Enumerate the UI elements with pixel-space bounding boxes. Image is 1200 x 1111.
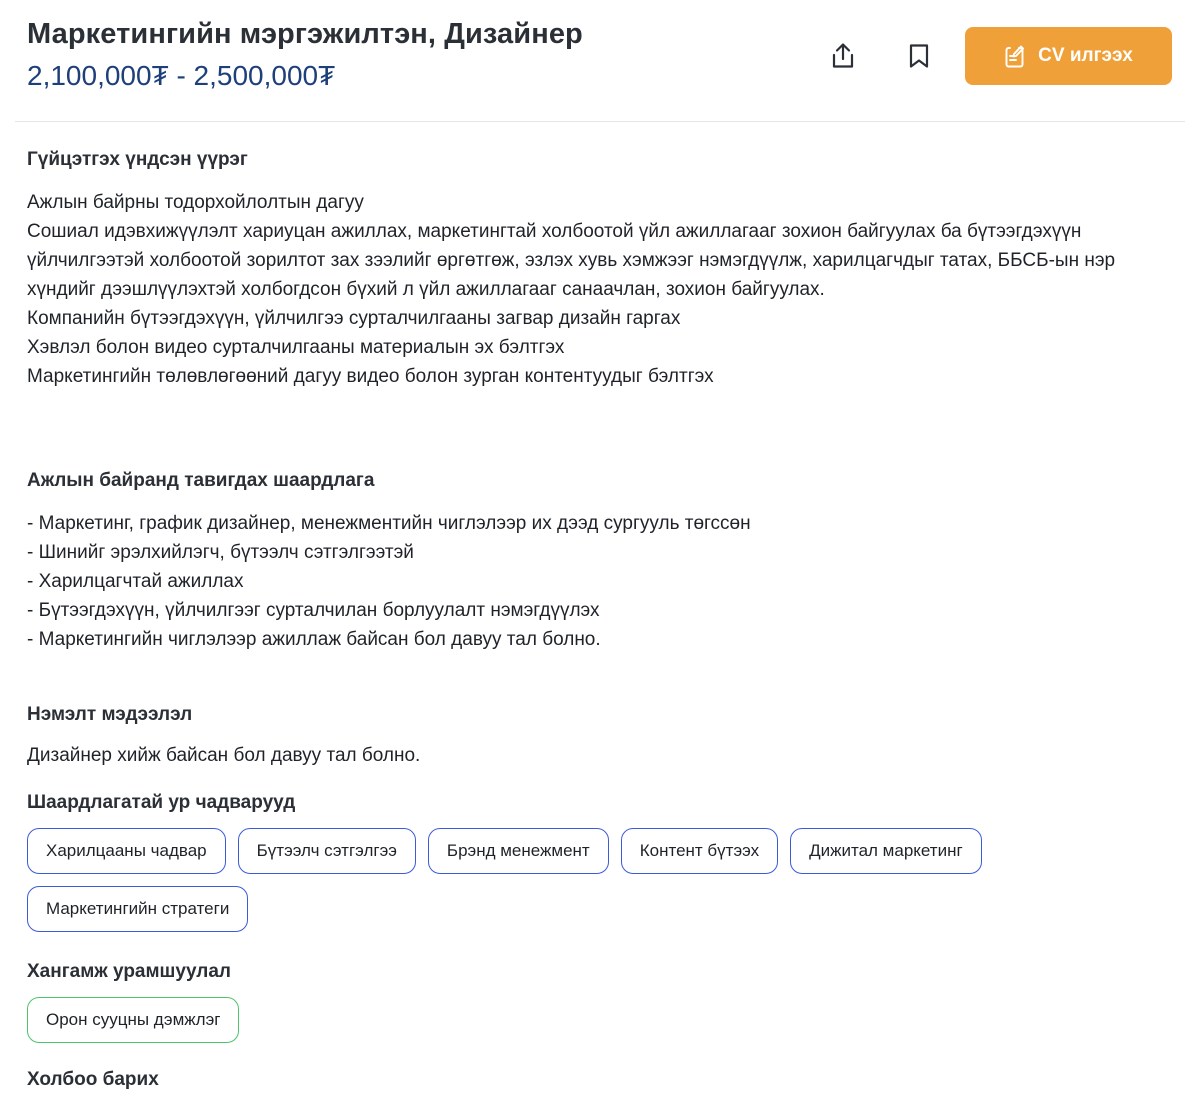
share-icon bbox=[830, 42, 856, 70]
additional-info-heading: Нэмэлт мэдээлэл bbox=[27, 704, 193, 725]
share-button[interactable] bbox=[823, 36, 863, 76]
job-title: Маркетингийн мэргэжилтэн, Дизайнер bbox=[27, 18, 583, 50]
duty-line: Ажлын байрны тодорхойлолтын дагуу bbox=[27, 192, 364, 213]
duties-heading: Гүйцэтгэх үндсэн үүрэг bbox=[27, 149, 248, 170]
skill-tag[interactable]: Брэнд менежмент bbox=[428, 828, 609, 874]
requirement-item: - Бүтээгдэхүүн, үйлчилгээг сурталчилан борлуулалт нэмэгдүүлэх bbox=[27, 600, 600, 621]
header-divider bbox=[15, 121, 1185, 122]
benefits-tags bbox=[27, 997, 1177, 1055]
send-cv-button[interactable] bbox=[965, 27, 1172, 85]
skill-tag[interactable]: Бүтээлч сэтгэлгээ bbox=[238, 828, 416, 874]
duty-line: Хэвлэл болон видео сурталчилгааны материалын эх бэлтгэх bbox=[27, 337, 565, 358]
requirement-item: - Маркетингийн чиглэлээр ажиллаж байсан бол давуу тал болно. bbox=[27, 629, 601, 650]
contact-heading: Холбоо барих bbox=[27, 1069, 159, 1090]
skill-tag[interactable]: Дижитал маркетинг bbox=[790, 828, 982, 874]
duty-line: Сошиал идэвхижүүлэлт хариуцан ажиллах, маркетингтай холбоотой үйл ажиллагааг зохион байгуулах ба бүтээгдэхүүн үйлчилгээтэй холбоотой зорилтот зах зээлийг өргөтгөж, эзлэх хувь хэмжээг нэмэгдүүлж, харилцагчдыг татах, ББСБ-ын нэр хүндийг дээшлүүлэхтэй холбогдсон бүхий л үйл ажиллагааг санаачлан, зохион байгуулах. bbox=[27, 221, 1116, 300]
requirement-item: - Шинийг эрэлхийлэгч, бүтээлч сэтгэлгээтэй bbox=[27, 542, 414, 563]
job-header bbox=[0, 0, 1200, 122]
requirement-item: - Маркетинг, график дизайнер, менежментийн чиглэлээр их дээд сургууль төгссөн bbox=[27, 513, 751, 534]
duties-text bbox=[27, 188, 1177, 391]
requirement-item: - Харилцагчтай ажиллах bbox=[27, 571, 244, 592]
skill-tag[interactable]: Контент бүтээх bbox=[621, 828, 778, 874]
additional-info-text: Дизайнер хийж байсан бол давуу тал болно. bbox=[27, 745, 421, 766]
bookmark-icon bbox=[908, 43, 930, 69]
skills-tags bbox=[27, 828, 1177, 944]
skill-tag[interactable]: Харилцааны чадвар bbox=[27, 828, 226, 874]
duty-line: Компанийн бүтээгдэхүүн, үйлчилгээ сурталчилгааны загвар дизайн гаргах bbox=[27, 308, 681, 329]
salary-range: 2,100,000₮ - 2,500,000₮ bbox=[27, 60, 336, 91]
send-cv-label: CV илгээх bbox=[1038, 45, 1133, 66]
document-edit-icon bbox=[1004, 44, 1026, 68]
benefits-row bbox=[27, 997, 1177, 1043]
skills-row bbox=[27, 828, 1177, 874]
requirements-list bbox=[27, 509, 1177, 654]
requirements-heading: Ажлын байранд тавигдах шаардлага bbox=[27, 470, 375, 491]
skills-heading: Шаардлагатай ур чадварууд bbox=[27, 792, 296, 813]
duty-line: Маркетингийн төлөвлөгөөний дагуу видео болон зурган контентуудыг бэлтгэх bbox=[27, 366, 714, 387]
bookmark-button[interactable] bbox=[899, 36, 939, 76]
benefits-heading: Хангамж урамшуулал bbox=[27, 961, 231, 982]
skill-tag[interactable]: Маркетингийн стратеги bbox=[27, 886, 248, 932]
benefit-tag[interactable]: Орон сууцны дэмжлэг bbox=[27, 997, 239, 1043]
skills-row bbox=[27, 886, 1177, 932]
